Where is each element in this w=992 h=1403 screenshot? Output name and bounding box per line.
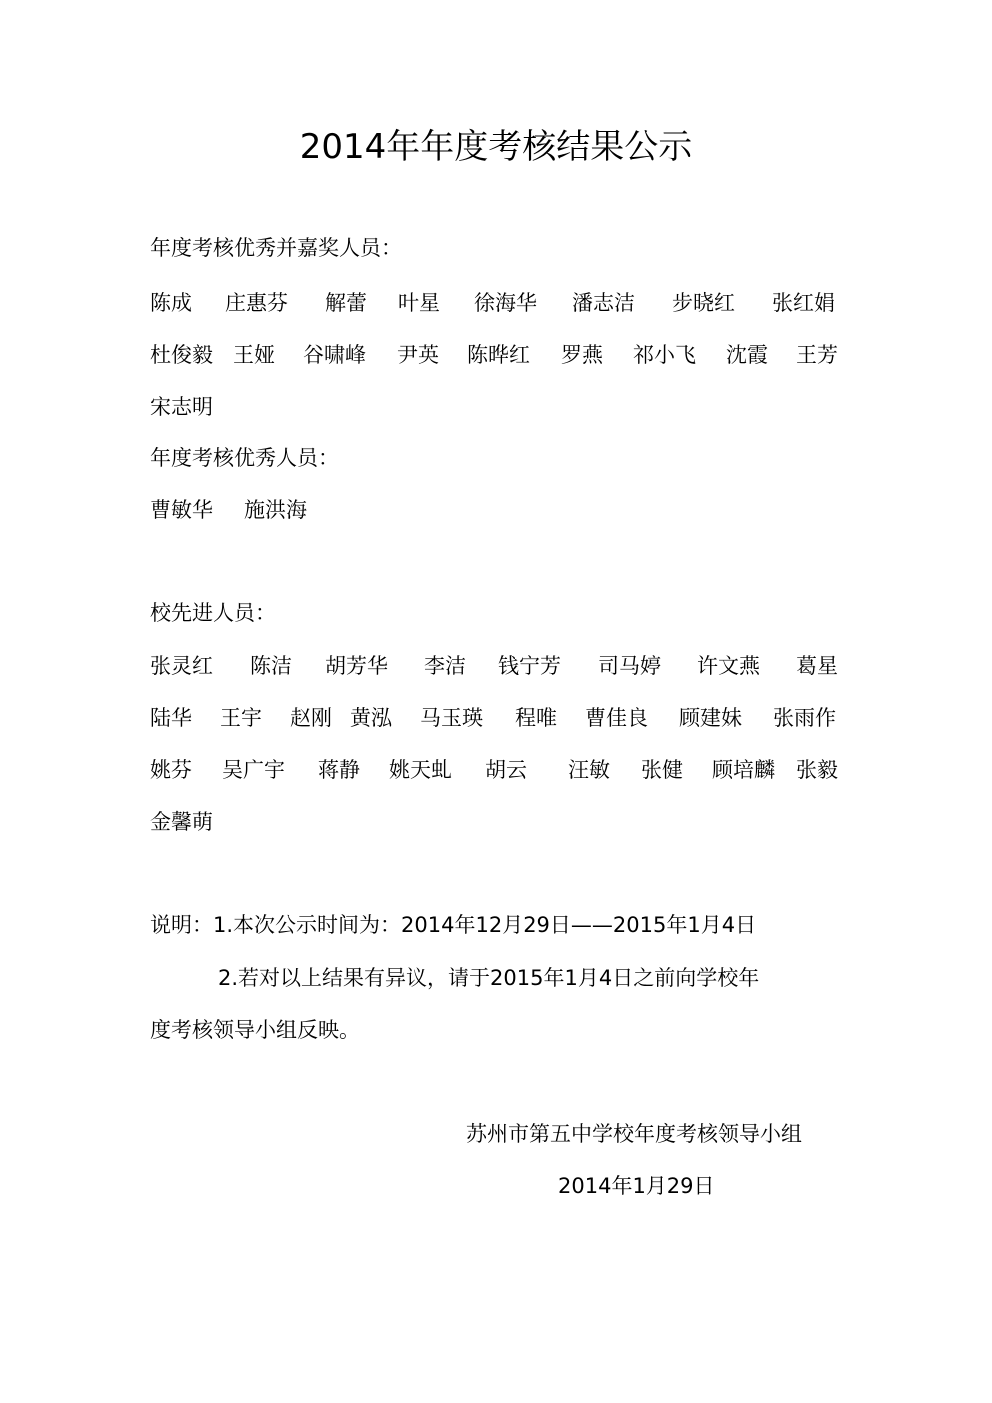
person-name: 胡芳华	[325, 654, 388, 678]
note-item-2-line-1: 2.若对以上结果有异议，请于2015年1月4日之前向学校年	[218, 966, 760, 990]
person-name: 罗燕	[561, 343, 603, 367]
person-name: 张红娟	[772, 291, 835, 315]
person-name: 姚天虬	[389, 758, 452, 782]
person-name: 张健	[641, 758, 683, 782]
person-name: 吴广宇	[222, 758, 285, 782]
person-name: 曹佳良	[585, 706, 648, 730]
person-name: 许文燕	[697, 654, 760, 678]
person-name: 陈晔红	[467, 343, 530, 367]
note-item-2-line-2: 度考核领导小组反映。	[150, 1018, 360, 1042]
person-name: 赵刚	[290, 706, 332, 730]
person-name: 潘志洁	[572, 291, 635, 315]
person-name: 顾建妹	[679, 706, 742, 730]
person-name: 张灵红	[150, 654, 213, 678]
person-name: 王娅	[233, 343, 275, 367]
person-name: 胡云	[485, 758, 527, 782]
person-name: 祁小飞	[633, 343, 696, 367]
section-heading-award: 年度考核优秀并嘉奖人员：	[150, 236, 402, 260]
person-name: 王宇	[220, 706, 262, 730]
note-label: 说明：	[150, 913, 213, 937]
section-heading-advanced: 校先进人员：	[150, 601, 276, 625]
person-name: 黄泓	[350, 706, 392, 730]
person-name: 尹英	[397, 343, 439, 367]
note-line-1	[150, 910, 756, 940]
person-name: 顾培麟	[712, 758, 775, 782]
person-name: 蒋静	[318, 758, 360, 782]
signature-organization: 苏州市第五中学校年度考核领导小组	[466, 1122, 802, 1146]
person-name: 陈洁	[250, 654, 292, 678]
person-name: 解蕾	[325, 291, 367, 315]
person-name: 谷啸峰	[303, 343, 366, 367]
note-item-1: 1.本次公示时间为：2014年12月29日——2015年1月4日	[213, 913, 757, 937]
person-name: 沈霞	[726, 343, 768, 367]
person-name: 钱宁芳	[498, 654, 561, 678]
person-name: 曹敏华	[150, 498, 213, 522]
person-name: 张毅	[796, 758, 838, 782]
person-name: 程唯	[515, 706, 557, 730]
signature-date: 2014年1月29日	[558, 1174, 715, 1198]
person-name: 施洪海	[244, 498, 307, 522]
person-name: 宋志明	[150, 395, 213, 419]
person-name: 王芳	[796, 343, 838, 367]
section-heading-excellent: 年度考核优秀人员：	[150, 446, 339, 470]
person-name: 杜俊毅	[150, 343, 213, 367]
person-name: 汪敏	[568, 758, 610, 782]
document-title: 2014年年度考核结果公示	[299, 127, 693, 167]
person-name: 金馨萌	[150, 810, 213, 834]
person-name: 张雨作	[773, 706, 836, 730]
person-name: 徐海华	[474, 291, 537, 315]
person-name: 叶星	[398, 291, 440, 315]
person-name: 马玉瑛	[420, 706, 483, 730]
person-name: 李洁	[424, 654, 466, 678]
person-name: 陆华	[150, 706, 192, 730]
person-name: 姚芬	[150, 758, 192, 782]
person-name: 庄惠芬	[225, 291, 288, 315]
person-name: 陈成	[150, 291, 192, 315]
person-name: 司马婷	[598, 654, 661, 678]
person-name: 步晓红	[672, 291, 735, 315]
person-name: 葛星	[796, 654, 838, 678]
